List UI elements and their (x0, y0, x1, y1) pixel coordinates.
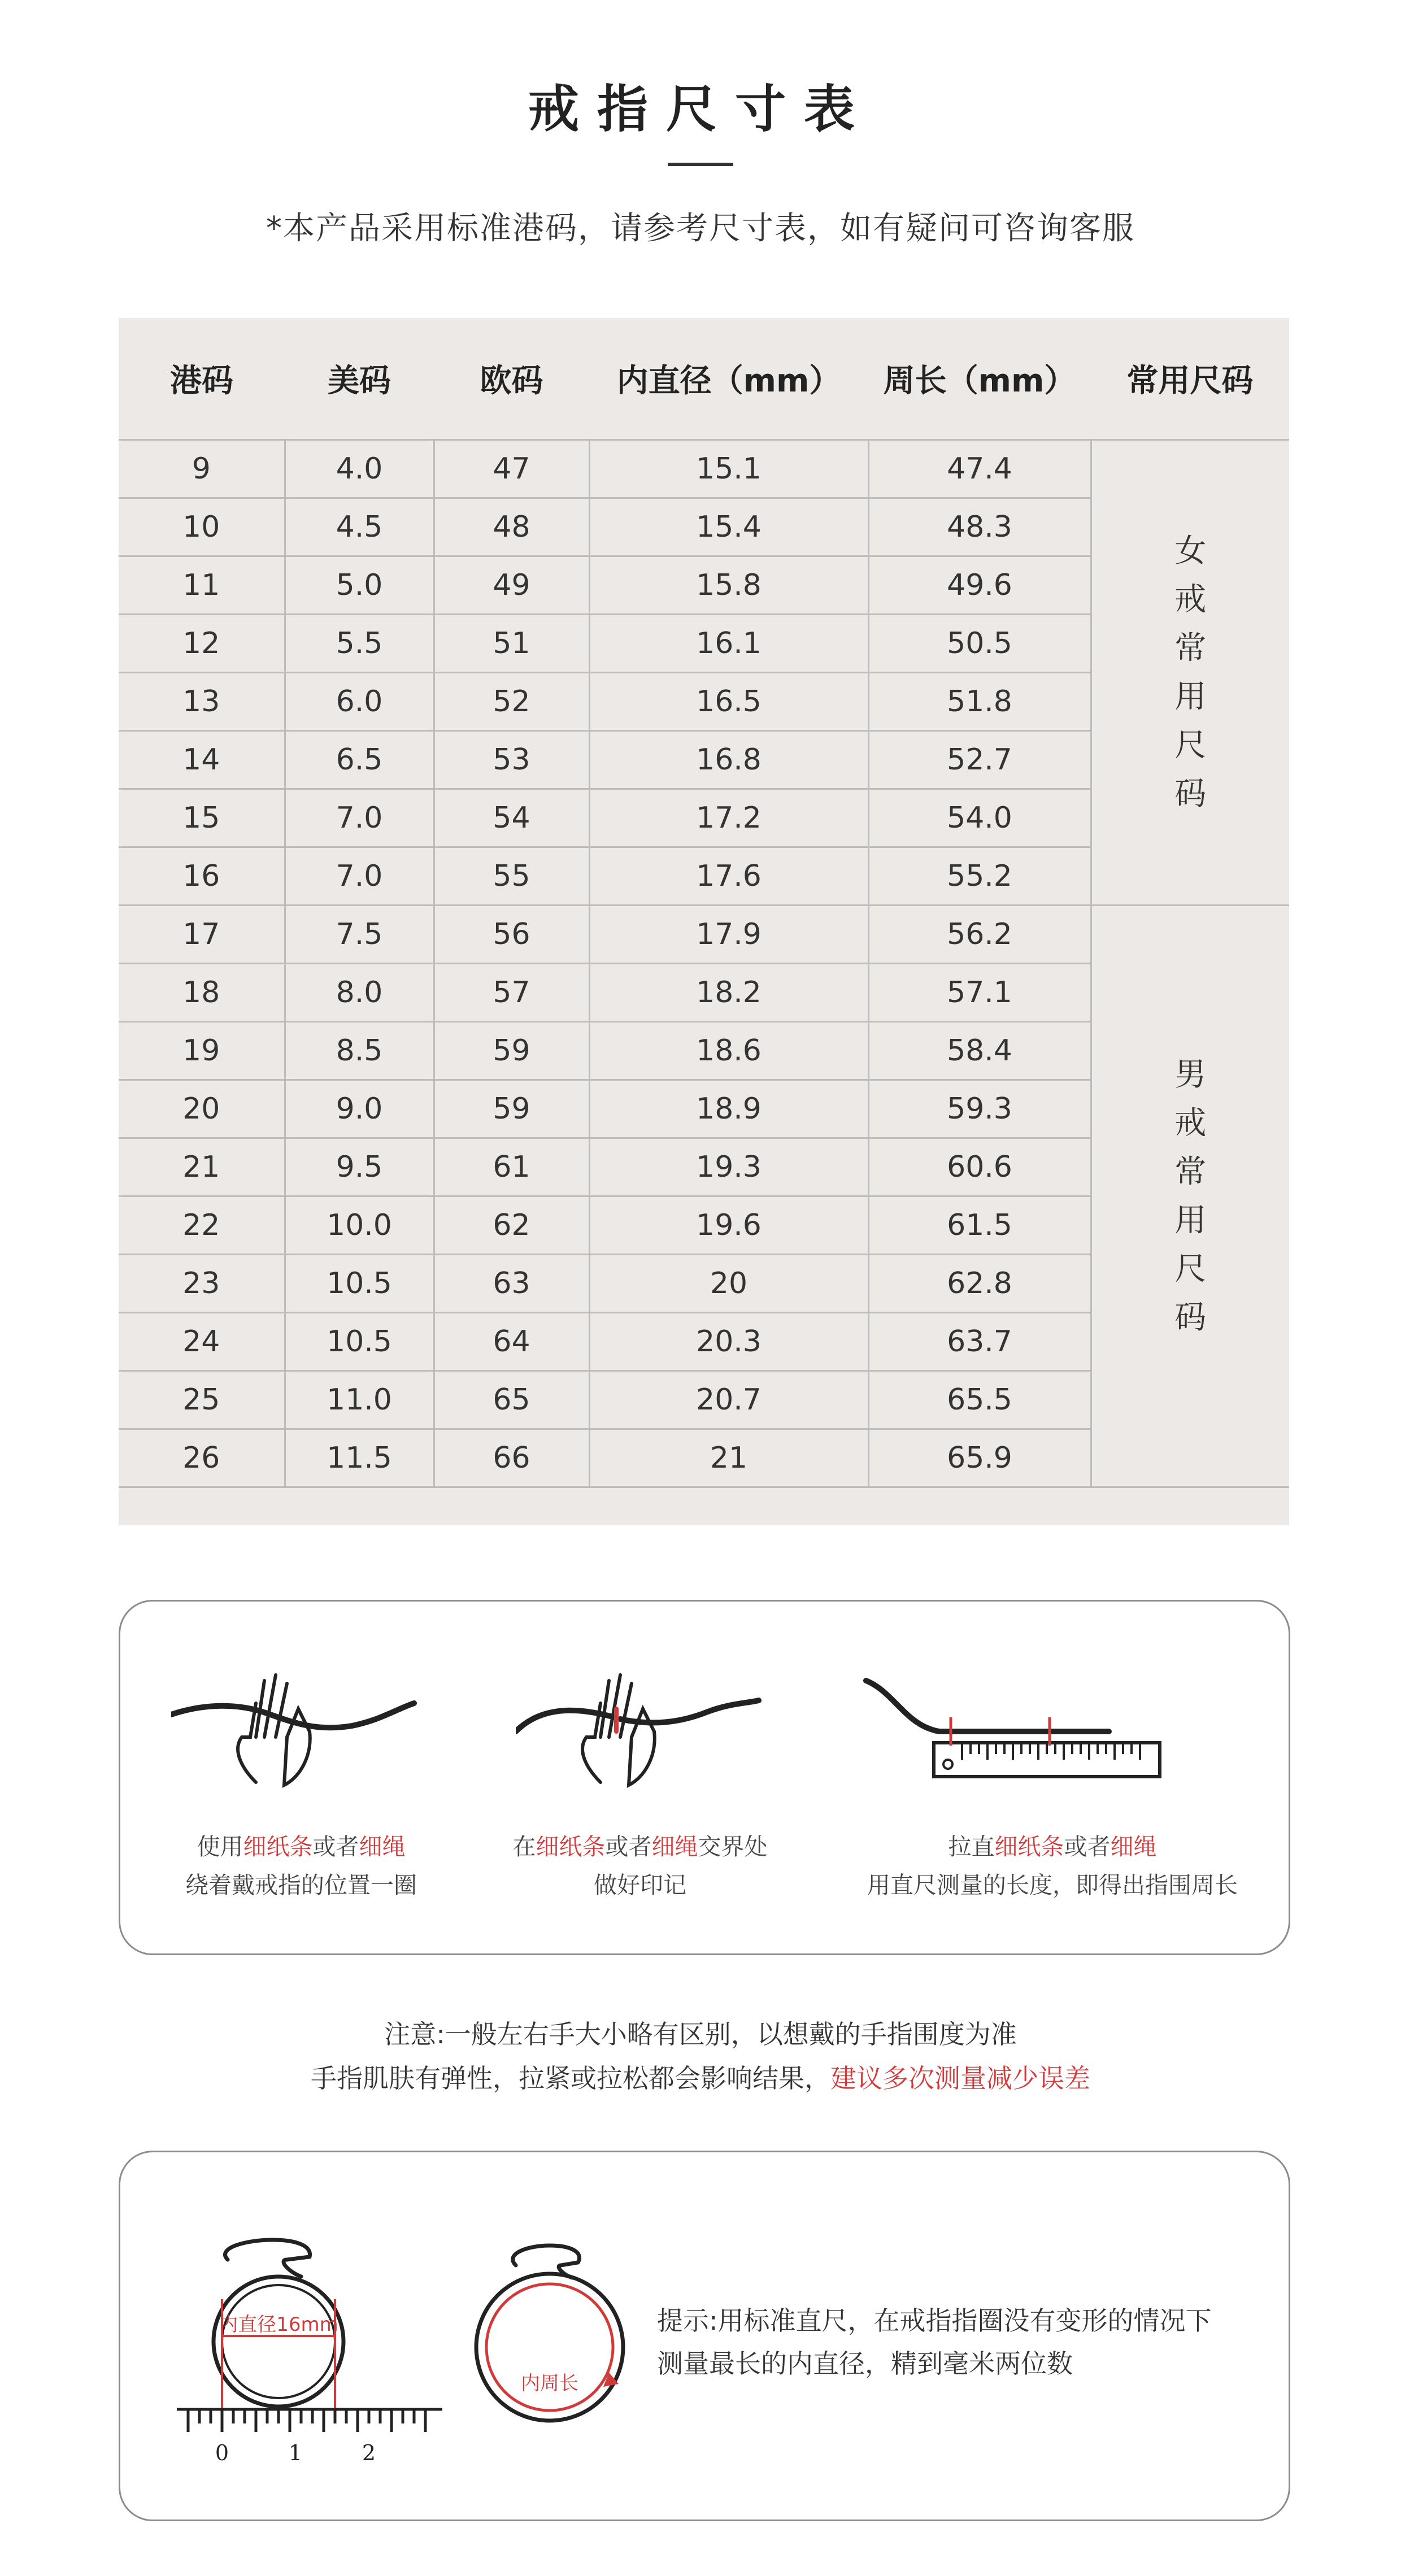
column-header-us: 美码 (285, 318, 434, 440)
hand-mark-illustration-2 (516, 1669, 764, 1799)
cell-us: 6.0 (285, 673, 434, 731)
ruler-tick-2: 2 (362, 2440, 376, 2465)
cell-eu: 63 (434, 1255, 589, 1313)
cell-circumference: 48.3 (868, 498, 1091, 556)
table-header-row (119, 318, 1289, 440)
cell-eu: 61 (434, 1138, 589, 1196)
cell-hk: 10 (119, 498, 285, 556)
cell-circumference: 61.5 (868, 1196, 1091, 1255)
cell-diameter: 16.5 (589, 673, 868, 731)
cell-circumference: 47.4 (868, 440, 1091, 498)
cell-us: 7.0 (285, 847, 434, 906)
cell-eu: 62 (434, 1196, 589, 1255)
cell-hk: 14 (119, 731, 285, 789)
hand-wrap-illustration-1 (171, 1669, 420, 1799)
tip-line-1: 提示:用标准直尺，在戒指指圈没有变形的情况下 (657, 2305, 1212, 2336)
cell-hk: 22 (119, 1196, 285, 1255)
cell-eu: 51 (434, 615, 589, 673)
cell-eu: 56 (434, 906, 589, 964)
cell-us: 4.0 (285, 440, 434, 498)
ruler-measure-illustration-3 (855, 1669, 1171, 1799)
cell-circumference: 55.2 (868, 847, 1091, 906)
cell-eu: 65 (434, 1371, 589, 1429)
cell-hk: 16 (119, 847, 285, 906)
cell-circumference: 54.0 (868, 789, 1091, 847)
men-common-size-group: 男戒常用尺码 (1091, 906, 1289, 1487)
cell-hk: 24 (119, 1313, 285, 1371)
cell-hk: 19 (119, 1022, 285, 1080)
cell-us: 7.5 (285, 906, 434, 964)
cell-us: 4.5 (285, 498, 434, 556)
cell-diameter: 17.2 (589, 789, 868, 847)
cell-eu: 53 (434, 731, 589, 789)
cell-diameter: 15.8 (589, 556, 868, 615)
cell-diameter: 20 (589, 1255, 868, 1313)
cell-diameter: 18.9 (589, 1080, 868, 1138)
cell-circumference: 65.9 (868, 1429, 1091, 1487)
cell-hk: 15 (119, 789, 285, 847)
page-title: 戒指尺寸表 (528, 80, 873, 139)
cell-diameter: 20.7 (589, 1371, 868, 1429)
cell-circumference: 52.7 (868, 731, 1091, 789)
cell-circumference: 58.4 (868, 1022, 1091, 1080)
measure-steps-panel (119, 1600, 1290, 1955)
step-2-caption: 在细纸条或者细绳交界处 做好印记 (512, 1833, 768, 1899)
cell-us: 5.5 (285, 615, 434, 673)
cell-eu: 47 (434, 440, 589, 498)
cell-hk: 20 (119, 1080, 285, 1138)
ring-diameter-illustration (166, 2237, 459, 2474)
women-common-size-group: 女戒常用尺码 (1091, 440, 1289, 906)
cell-eu: 57 (434, 964, 589, 1022)
measurement-tip (657, 2299, 1256, 2385)
column-header-circumference: 周长（mm） (868, 318, 1091, 440)
cell-eu: 49 (434, 556, 589, 615)
cell-eu: 55 (434, 847, 589, 906)
cell-circumference: 59.3 (868, 1080, 1091, 1138)
cell-diameter: 17.6 (589, 847, 868, 906)
cell-us: 10.0 (285, 1196, 434, 1255)
cell-circumference: 49.6 (868, 556, 1091, 615)
cell-diameter: 21 (589, 1429, 868, 1487)
cell-hk: 21 (119, 1138, 285, 1196)
cell-diameter: 19.6 (589, 1196, 868, 1255)
cell-diameter: 18.2 (589, 964, 868, 1022)
cell-us: 7.0 (285, 789, 434, 847)
cell-hk: 26 (119, 1429, 285, 1487)
cell-us: 5.0 (285, 556, 434, 615)
cell-us: 8.5 (285, 1022, 434, 1080)
cell-diameter: 16.8 (589, 731, 868, 789)
tip-line-2: 测量最长的内直径，精到毫米两位数 (657, 2348, 1073, 2379)
circumference-label: 内周长 (521, 2372, 578, 2395)
cell-eu: 52 (434, 673, 589, 731)
diameter-label: 内直径16mm (219, 2313, 338, 2336)
ring-diagram-panel (119, 2151, 1290, 2521)
cell-diameter: 19.3 (589, 1138, 868, 1196)
cell-circumference: 50.5 (868, 615, 1091, 673)
cell-hk: 25 (119, 1371, 285, 1429)
column-header-common: 常用尺码 (1091, 318, 1289, 440)
cell-diameter: 18.6 (589, 1022, 868, 1080)
cell-circumference: 62.8 (868, 1255, 1091, 1313)
cell-circumference: 60.6 (868, 1138, 1091, 1196)
ruler-tick-1: 1 (288, 2440, 303, 2465)
cell-eu: 54 (434, 789, 589, 847)
measurement-notes (0, 2012, 1401, 2100)
note-line-1: 注意:一般左右手大小略有区别，以想戴的手指围度为准 (384, 2019, 1017, 2050)
column-header-diameter: 内直径（mm） (589, 318, 868, 440)
cell-diameter: 20.3 (589, 1313, 868, 1371)
cell-us: 10.5 (285, 1255, 434, 1313)
cell-diameter: 15.1 (589, 440, 868, 498)
cell-circumference: 51.8 (868, 673, 1091, 731)
title-divider (668, 163, 733, 166)
cell-diameter: 17.9 (589, 906, 868, 964)
cell-hk: 23 (119, 1255, 285, 1313)
cell-us: 8.0 (285, 964, 434, 1022)
size-table (119, 318, 1289, 1488)
cell-hk: 9 (119, 440, 285, 498)
cell-circumference: 56.2 (868, 906, 1091, 964)
cell-us: 10.5 (285, 1313, 434, 1371)
table-row (119, 906, 1289, 964)
ring-circumference-illustration (465, 2243, 634, 2435)
cell-eu: 48 (434, 498, 589, 556)
cell-hk: 13 (119, 673, 285, 731)
cell-hk: 12 (119, 615, 285, 673)
page-subtitle: *本产品采用标准港码，请参考尺寸表，如有疑问可咨询客服 (266, 210, 1135, 247)
step-3-caption: 拉直细纸条或者细绳 用直尺测量的长度，即得出指围周长 (867, 1833, 1238, 1899)
cell-diameter: 16.1 (589, 615, 868, 673)
cell-hk: 11 (119, 556, 285, 615)
cell-us: 11.5 (285, 1429, 434, 1487)
cell-circumference: 63.7 (868, 1313, 1091, 1371)
cell-eu: 59 (434, 1022, 589, 1080)
cell-circumference: 57.1 (868, 964, 1091, 1022)
note-highlight: 建议多次测量减少误差 (830, 2063, 1090, 2094)
column-header-eu: 欧码 (434, 318, 589, 440)
cell-us: 11.0 (285, 1371, 434, 1429)
cell-diameter: 15.4 (589, 498, 868, 556)
cell-eu: 66 (434, 1429, 589, 1487)
cell-circumference: 65.5 (868, 1371, 1091, 1429)
ruler-tick-0: 0 (215, 2440, 229, 2465)
size-table-body (119, 440, 1289, 1487)
table-row (119, 440, 1289, 498)
cell-us: 9.0 (285, 1080, 434, 1138)
column-header-hk: 港码 (119, 318, 285, 440)
cell-hk: 18 (119, 964, 285, 1022)
cell-us: 6.5 (285, 731, 434, 789)
cell-hk: 17 (119, 906, 285, 964)
cell-eu: 59 (434, 1080, 589, 1138)
note-line-2: 手指肌肤有弹性，拉紧或拉松都会影响结果，建议多次测量减少误差 (311, 2063, 1090, 2094)
size-table-panel (119, 318, 1289, 1525)
step-1-caption: 使用细纸条或者细绳 绕着戴戒指的位置一圈 (185, 1833, 417, 1899)
cell-eu: 64 (434, 1313, 589, 1371)
cell-us: 9.5 (285, 1138, 434, 1196)
